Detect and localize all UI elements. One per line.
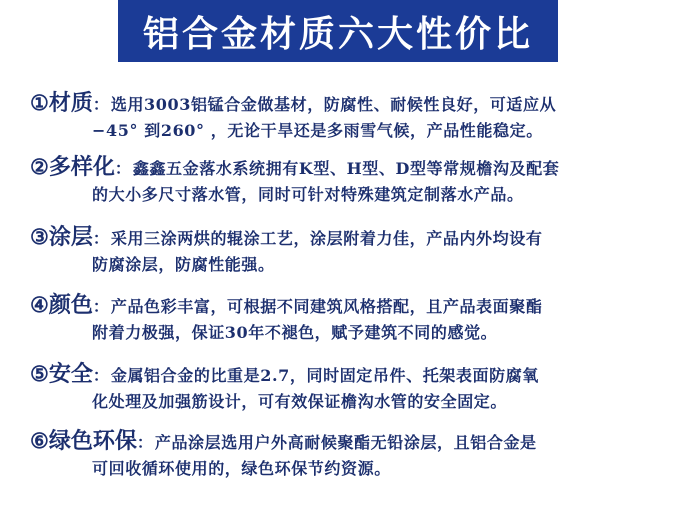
item-text-line1: 产品涂层选用户外高耐候聚酯无铅涂层，且铝合金是 xyxy=(154,433,537,452)
item-text-line2: 防腐涂层，防腐性能强。 xyxy=(92,255,275,274)
item-number: ⑥ xyxy=(30,428,49,453)
feature-item-coating xyxy=(30,220,670,280)
item-text-line1: 鑫鑫五金落水系统拥有K型、H型、D型等常规檐沟及配套 xyxy=(132,159,560,178)
feature-item-color xyxy=(30,288,670,348)
item-number: ⑤ xyxy=(30,361,49,386)
item-text-line2: −45° 到260° ，无论干旱还是多雨雪气候，产品性能稳定。 xyxy=(92,121,543,140)
page-title: 铝合金材质六大性价比 xyxy=(118,0,558,62)
item-colon: ： xyxy=(114,159,131,178)
item-heading: 颜色 xyxy=(48,293,93,318)
item-number: ③ xyxy=(30,224,49,249)
item-number: ① xyxy=(30,90,49,115)
feature-item-material xyxy=(30,86,670,146)
item-heading: 安全 xyxy=(48,362,93,387)
item-number: ② xyxy=(30,154,49,179)
item-text-line1: 金属铝合金的比重是2.7，同时固定吊件、托架表面防腐氧 xyxy=(110,366,539,385)
item-text-line1: 采用三涂两烘的辊涂工艺，涂层附着力佳，产品内外均设有 xyxy=(110,229,543,248)
item-colon: ： xyxy=(92,95,109,114)
item-colon: ： xyxy=(92,366,109,385)
feature-item-safety xyxy=(30,357,670,417)
item-heading: 涂层 xyxy=(48,225,93,250)
item-heading: 绿色环保 xyxy=(48,429,137,454)
item-colon: ： xyxy=(136,433,153,452)
item-number: ④ xyxy=(30,292,49,317)
feature-item-eco xyxy=(30,424,670,484)
item-text-line2: 的大小多尺寸落水管，同时可针对特殊建筑定制落水产品。 xyxy=(92,185,524,204)
item-colon: ： xyxy=(92,297,109,316)
item-text-line1: 选用3003铝锰合金做基材，防腐性、耐候性良好，可适应从 xyxy=(110,95,557,114)
item-colon: ： xyxy=(92,229,109,248)
item-text-line1: 产品色彩丰富，可根据不同建筑风格搭配，且产品表面聚酯 xyxy=(110,297,543,316)
item-text-line2: 化处理及加强筋设计，可有效保证檐沟水管的安全固定。 xyxy=(92,392,508,411)
item-text-line2: 附着力极强，保证30年不褪色，赋予建筑不同的感觉。 xyxy=(92,323,498,342)
item-heading: 材质 xyxy=(48,91,93,116)
item-text-line2: 可回收循环使用的，绿色环保节约资源。 xyxy=(92,459,391,478)
item-heading: 多样化 xyxy=(48,155,115,180)
feature-item-variety xyxy=(30,150,670,210)
